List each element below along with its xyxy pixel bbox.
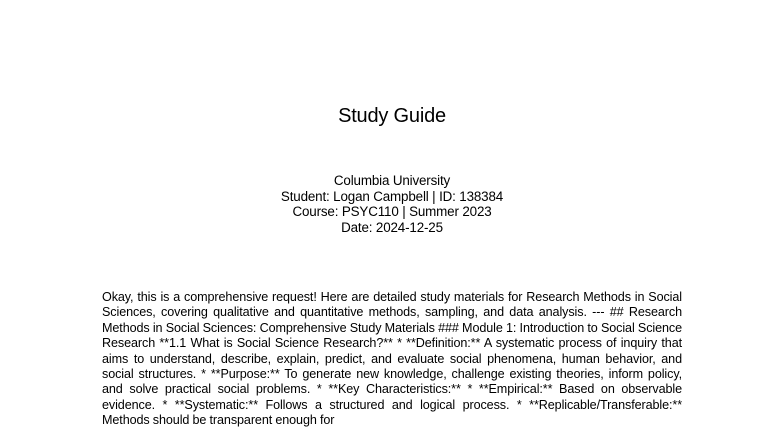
document-date: Date: 2024-12-25 bbox=[341, 219, 443, 235]
study-guide-body: Okay, this is a comprehensive request! Here are detailed study materials for Research Methods in Social Sciences, covering qualitative and quantitative methods, sampling, and data analysis. --- ## Research Methods in Social Sciences: Comprehensive Study Materials ### Module 1: Introduction to Social Science Research **1.1 What is Social Science Research?** * **Definition:** A systematic process of inquiry that aims to understand, describe, explain, predict, and evaluate social phenomena, human behavior, and social structures. * **Purpose:** To generate new knowledge, challenge existing theories, inform policy, and solve practical social problems. * **Key Characteristics:** * **Empirical:** Based on observable evidence. * **Systematic:** Follows a structured and logical process. * **Replicable/Transferable:** Methods should be transparent enough for bbox=[102, 290, 682, 428]
document-title: Study Guide bbox=[338, 105, 446, 127]
institution-name: Columbia University bbox=[333, 173, 451, 188]
student-info: Student: Logan Campbell | ID: 138384 bbox=[280, 188, 504, 204]
course-info: Course: PSYC110 | Summer 2023 bbox=[292, 204, 492, 219]
document-header-info bbox=[0, 173, 784, 235]
